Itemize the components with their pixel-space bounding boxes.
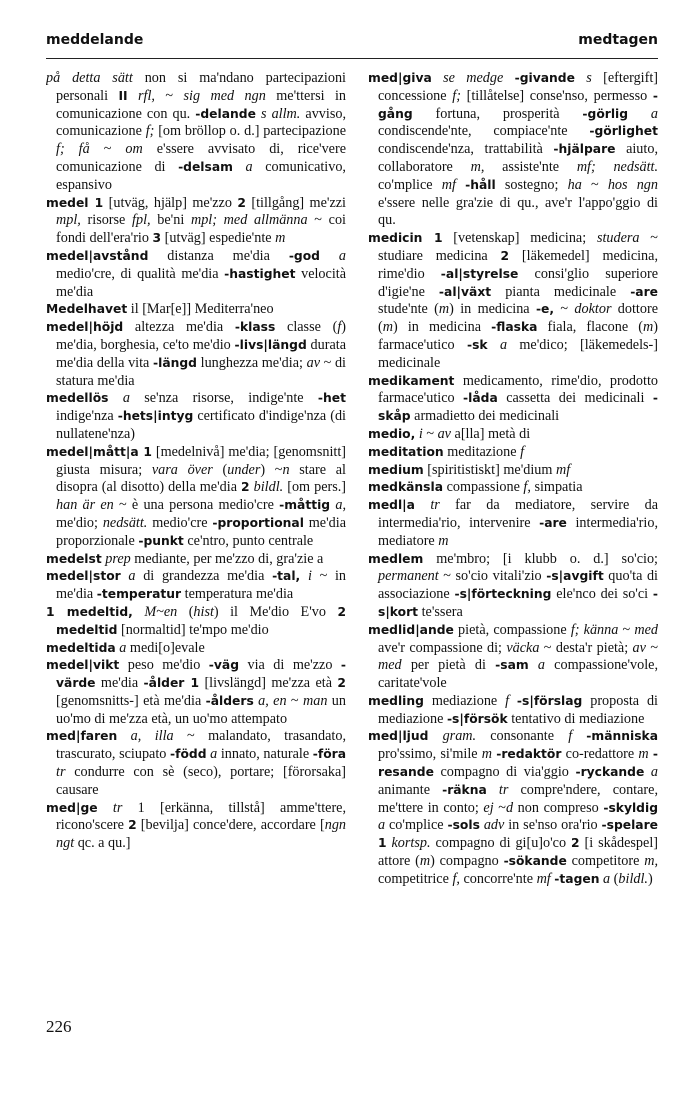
dictionary-entry: meditation meditazione f [368,443,525,460]
page-number: 226 [46,1017,72,1036]
dictionary-entry: med|giva se medge -givande s [eftergift] concessione f; [tillåtelse] conse'nso, permesso -gång fortuna, prosperità -görlig a condiscende'nte, compiace'nte -görlighet condiscende'nza, trattabilità -hjälpare aiuto, collaboratore m, assiste'nte mf; nedsätt. co'mplice mf -håll sostegno; ha ~ hos ngn e'ssere nelle gra'zie di qu., ave'r l'appo'ggio di qu. [368,70,658,229]
header-rule [46,58,658,59]
dictionary-entry: medium [spiritistiskt] me'dium mf [368,461,571,478]
running-header [46,32,658,54]
dictionary-entry: medkänsla compassione f, simpatia [368,479,583,496]
dictionary-entry: medel|höjd altezza me'dia -klass classe (f) me'dia, borghesia, ce'to me'dio -livs|längd durata me'dia della vita -längd lunghezza me'dia; av ~ di statura me'dia [46,319,346,389]
header-last-word: medtagen [578,32,658,48]
dictionary-entry: medelst prep mediante, per me'zzo di, gra'zie a [46,550,324,567]
dictionary-entry: medio, i ~ av a[lla] metà di [368,425,531,442]
dictionary-entry: medling mediazione f -s|förslag proposta di mediazione -s|försök tentativo di mediazione [368,692,658,727]
dictionary-entry: med|ljud gram. consonante f -människa pro'ssimo, si'mile m -redaktör co-redattore m -resande compagno di via'ggio -ryckande a animante -räkna tr compre'ndere, contare, me'ttere in conto; ej ~d non compreso -skyldig a co'mplice -sols adv in se'nso ora'rio -spelare 1 kortsp. compagno di gi[u]o'co 2 [i skådespel] attore (m) compagno -sökande competitore m, competitrice f, concorre'nte mf -tagen a (bildl.) [368,728,658,887]
dictionary-entry: medellös a se'nza risorse, indige'nte -het indige'nza -hets|intyg certificato d'indige'nza (di nullatene'nza) [46,390,346,442]
dictionary-entry: 1 medeltid, M~en (hist) il Me'dio E'vo 2 medeltid [normaltid] te'mpo me'dio [46,603,346,638]
dictionary-entry: medlem me'mbro; [i klubb o. d.] so'cio; permanent ~ so'cio vitali'zio -s|avgift quo'ta di associazione -s|förteckning ele'nco dei so'ci -s|kort te'ssera [368,550,658,620]
dictionary-entry: medl|a tr far da mediatore, servire da intermedia'rio, intervenire -are intermedia'rio, mediatore m [368,497,658,549]
dictionary-entry: med|faren a, illa ~ malandato, trasandato, trascurato, sciupato -född a innato, naturale -föra tr condurre con sè (seco), portare; [förorsaka] causare [46,728,346,798]
dictionary-entry: medeltida a medi[o]evale [46,639,205,656]
dictionary-entry: medel|vikt peso me'dio -väg via di me'zzo -värde me'dia -ålder 1 [livslängd] me'zza età 2 [genomsnitts-] età me'dia -ålders a, en ~ man un uo'mo di me'zza età, un uo'mo attempato [46,657,346,727]
dictionary-entry: på detta sätt non si ma'ndano partecipazioni personali II rfl, ~ sig med ngn me'ttersi in comunicazione con qu. -delande s allm. avviso, comunicazione f; [om bröllop o. d.] partecipazione f; få ~ om e'ssere avvisato di, rice'vere comunicazione di -delsam a comunicativo, espansivo [46,70,346,193]
right-column [368,70,658,1020]
dictionary-entry: med|ge tr 1 [erkänna, tillstå] amme'ttere, ricono'scere 2 [bevilja] conce'dere, accordare [ngn ngt qc. a qu.] [46,799,346,852]
header-first-word: meddelande [46,32,144,48]
dictionary-entry: medikament medicamento, rime'dio, prodotto farmace'utico -låda cassetta dei medicinali -skåp armadietto dei medicinali [368,372,658,425]
dictionary-entry: medel|avstånd distanza me'dia -god a medio'cre, di qualità me'dia -hastighet velocità me'dia [46,247,346,300]
dictionary-entry: medicin 1 [vetenskap] medicina; studera ~ studiare medicina 2 [läkemedel] medicina, rime'dio -al|styrelse consi'glio superiore d'igie'ne -al|växt pianta medicinale -are stude'nte (m) in medicina -e, ~ doktor dottore (m) in medicina -flaska fiala, flacone (m) farmace'utico -sk a me'dico; [läkemedels-] medicinale [368,230,658,371]
dictionary-entry: medlid|ande pietà, compassione f; känna ~ med ave'r compassione di; väcka ~ desta'r pietà; av ~ med per pietà di -sam a compassione'vole, caritate'vole [368,621,658,692]
dictionary-entry: medel|mått|a 1 [medelnivå] me'dia; [genomsnitt] giusta misura; vara över (under) ~n stare al disopra (al disotto) della me'dia 2 bildl. [om pers.] han är en ~ è una persona medio'cre -måttig a, me'dio; nedsätt. medio'cre -proportional me'dia proporzionale -punkt ce'ntro, punto centrale [46,443,346,549]
dictionary-entry: Medelhavet il [Mar[e]] Mediterra'neo [46,301,274,318]
dictionary-entry: medel 1 [utväg, hjälp] me'zzo 2 [tillgång] me'zzi mpl, risorse fpl, be'ni mpl; med allmänna ~ coi fondi dell'era'rio 3 [utväg] espedie'nte m [46,194,346,247]
dictionary-entry: medel|stor a di grandezza me'dia -tal, i ~ in me'dia -temperatur temperatura me'dia [46,568,346,603]
dictionary-body [46,70,658,1020]
left-column [46,70,346,1020]
